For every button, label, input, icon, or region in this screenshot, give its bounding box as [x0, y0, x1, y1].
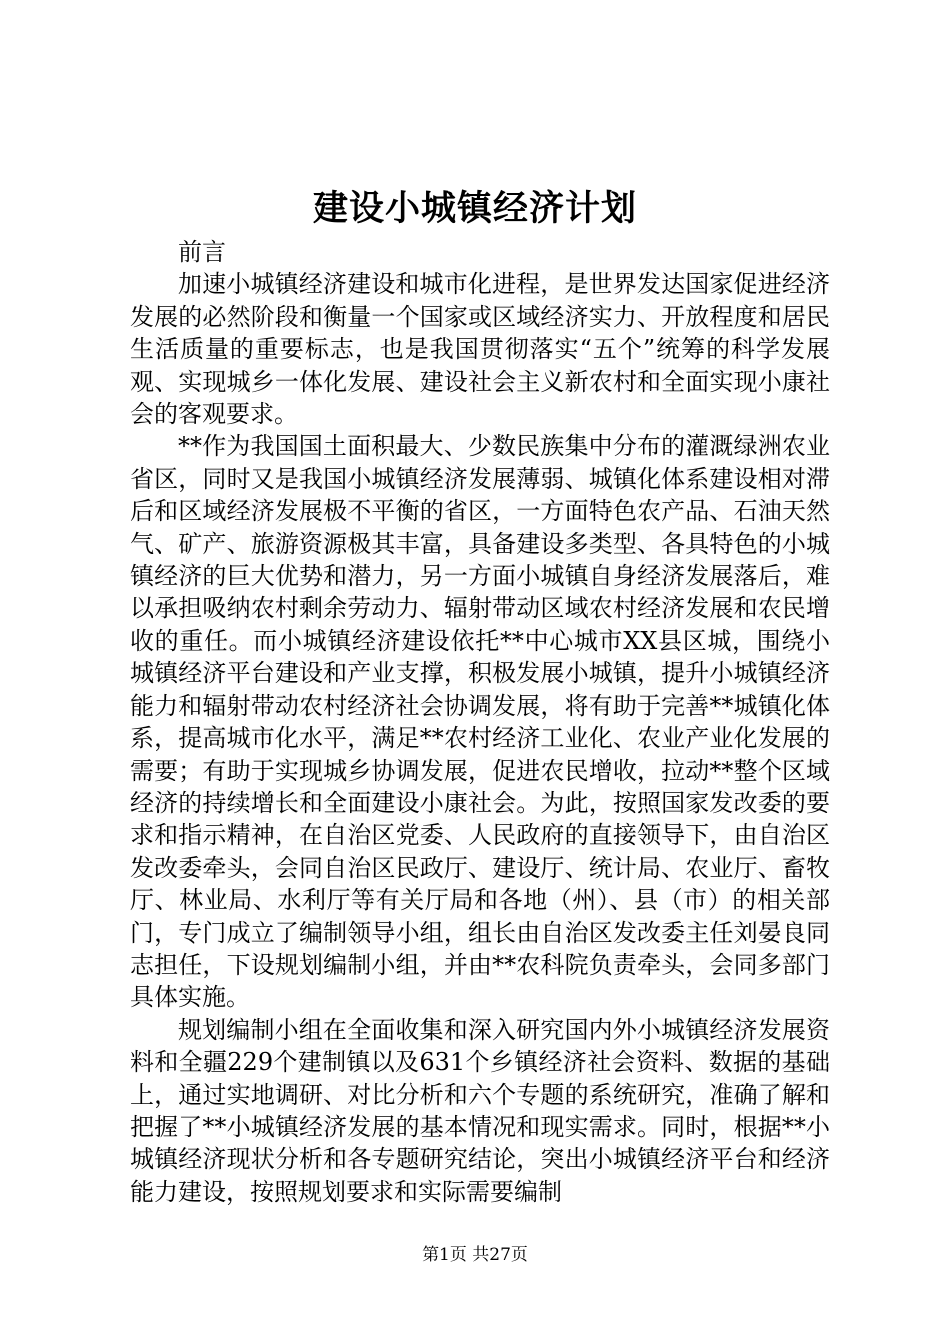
- document-title: 建设小城镇经济计划: [312, 188, 637, 229]
- paragraph-3: 规划编制小组在全面收集和深入研究国内外小城镇经济发展资料和全疆229个建制镇以及631个乡镇经济社会资料、数据的基础上，通过实地调研、对比分析和六个专题的系统研究，准确了解和把握了**小城镇经济发展的基本情况和现实需求。同时，根据**小城镇经济现状分析和各专题研究结论，突出小城镇经济平台和经济能力建设，按照规划要求和实际需要编制: [130, 1015, 830, 1206]
- paragraph-preface-heading: 前言: [178, 238, 226, 266]
- document-body: [130, 236, 830, 1208]
- paragraph-1: 加速小城镇经济建设和城市化进程，是世界发达国家促进经济发展的必然阶段和衡量一个国家或区域经济实力、开放程度和居民生活质量的重要标志，也是我国贯彻落实“五个”统筹的科学发展观、实现城乡一体化发展、建设社会主义新农村和全面实现小康社会的客观要求。: [130, 270, 830, 429]
- paragraph-2: **作为我国国土面积最大、少数民族集中分布的灌溉绿洲农业省区，同时又是我国小城镇经济发展薄弱、城镇化体系建设相对滞后和区域经济发展极不平衡的省区，一方面特色农产品、石油天然气、矿产、旅游资源极其丰富，具备建设多类型、各具特色的小城镇经济的巨大优势和潜力，另一方面小城镇自身经济发展落后，难以承担吸纳农村剩余劳动力、辐射带动区域农村经济发展和农民增收的重任。而小城镇经济建设依托**中心城市XX县区城，围绕小城镇经济平台建设和产业支撑，积极发展小城镇，提升小城镇经济能力和辐射带动农村经济社会协调发展，将有助于完善**城镇化体系，提高城市化水平，满足**农村经济工业化、农业产业化发展的需要；有助于实现城乡协调发展，促进农民增收，拉动**整个区域经济的持续增长和全面建设小康社会。为此，按照国家发改委的要求和指示精神，在自治区党委、人民政府的直接领导下，由自治区发改委牵头，会同自治区民政厅、建设厅、统计局、农业厅、畜牧厅、林业局、水利厅等有关厅局和各地（州）、县（市）的相关部门，专门成立了编制领导小组，组长由自治区发改委主任刘晏良同志担任，下设规划编制小组，并由**农科院负责牵头，会同多部门具体实施。: [130, 432, 830, 1012]
- page-number-footer: 第1页 共27页: [422, 1245, 528, 1265]
